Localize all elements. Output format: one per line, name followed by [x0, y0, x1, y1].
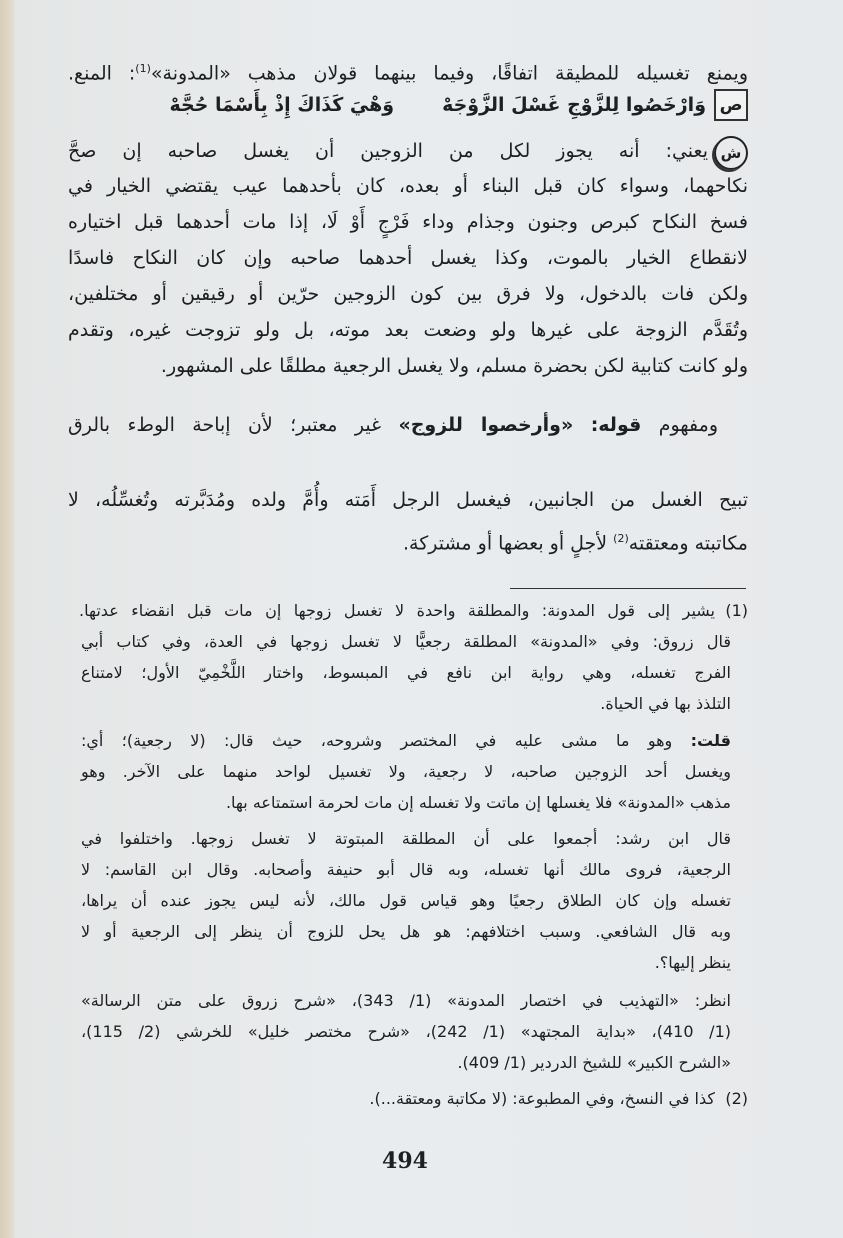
- verse-line: [58, 88, 748, 122]
- footnote-line: «الشرح الكبير» للشيخ الدردير (1/ 409).: [457, 1053, 731, 1072]
- main-line: ولكن فات بالدخول، ولا فرق بين كون الزوجين حرّين أو رقيقين أو مختلفين،: [68, 283, 748, 305]
- footnote-line: قال زروق: وفي «المدونة» المطلقة رجعيًّا لا تغسل زوجها في العدة، وفي كتاب أبي: [81, 632, 731, 651]
- bold-label: قوله:: [590, 414, 642, 436]
- main-line: لانقطاع الخيار بالموت، وكذا يغسل أحدهما صاحبه وإن كان النكاح فاسدًا: [68, 247, 748, 269]
- footnote-ref-1[interactable]: (1): [135, 62, 151, 75]
- paragraph-2-line-2: تبيح الغسل من الجانبين، فيغسل الرجل أَمَته وأُمَّ ولده ومُدَبَّرته وتُغسِّلُه، لا: [68, 489, 748, 511]
- main-line: وتُقَدَّم الزوجة على غيرها ولو وضعت بعد موته، بل ولو تزوجت غيره، وتقدم: [68, 319, 748, 341]
- footnote-separator: [510, 588, 746, 589]
- footnote-line: انظر: «التهذيب في اختصار المدونة» (1/ 343)، «شرح زروق على متن الرسالة»: [81, 991, 731, 1010]
- main-line: فسخ النكاح كبرص وجنون وجذام وداء فَرْجٍ أَوْ لَا، إذا مات أحدهما قبل اختياره: [68, 211, 748, 233]
- text: مكاتبته ومعتقته: [628, 532, 748, 555]
- footnote-qult-line-1: [81, 728, 731, 754]
- main-line: نكاحهما، وسواء كان قبل البناء أو بعده، كان بأحدهما عيب يقتضي الخيار في: [68, 175, 748, 197]
- footnote-line: يشير إلى قول المدونة: والمطلقة واحدة لا تغسل زوجها إن مات قبل انقضاء عدتها.: [79, 601, 715, 620]
- verse-hemistich-1: وَارْخَصُوا لِلزَّوْجِ غَسْلَ الزَّوْجَهْ: [442, 94, 706, 116]
- footnote-line: (1/ 410)، «بداية المجتهد» (1/ 242)، «شرح مختصر خليل» للخرشي (2/ 115)،: [81, 1022, 732, 1041]
- sharh-badge-icon: ش: [714, 136, 748, 170]
- footnote-line: وبه قال الشافعي. وسبب اختلافهم: هو هل يحل للزوج أن ينظر إلى الرجعية أو لا: [81, 922, 731, 941]
- footnote-line: التلذذ بها في الحياة.: [600, 694, 731, 713]
- paragraph-2-line-3: [68, 524, 748, 558]
- footnote-ref-2[interactable]: (2): [613, 532, 629, 545]
- footnote-line: مذهب «المدونة» فلا يغسلها إن ماتت ولا تغسله إن مات لحرمة استمتاعه بها.: [225, 793, 731, 812]
- text: ومفهوم: [658, 414, 719, 436]
- main-line: ولو كانت كتابية لكن بحضرة مسلم، ولا يغسل الرجعية مطلقًا على المشهور.: [160, 355, 748, 377]
- footnote-2-number: (2): [725, 1089, 748, 1108]
- book-gutter: [0, 0, 14, 1238]
- main-line-1: [68, 54, 748, 88]
- main-line: يعني: أنه يجوز لكل من الزوجين أن يغسل صاحبه إن صحَّ: [68, 140, 708, 162]
- bold-quote: «وأرخصوا للزوج»: [398, 414, 574, 436]
- footnote-line: ويغسل أحد الزوجين صاحبه، لا رجعية، ولا تغسيل لواحد منهما على الآخر. وهو: [81, 762, 731, 781]
- text: غير معتبر؛ لأن إباحة الوطء بالرق: [68, 414, 382, 436]
- footnote-line: الرجعية، فروى مالك أنها تغسله، وبه قال أبو حنيفة وأصحابه. وقال ابن القاسم: لا: [81, 860, 731, 879]
- footnote-1-number: (1): [725, 601, 748, 620]
- matn-badge-icon: ص: [714, 89, 748, 121]
- footnote-line: ينظر إليها؟.: [654, 953, 731, 972]
- footnote-line: الفرج تغسله، وهي رواية ابن نافع في المبسوط، واختار اللَّخْمِيّ الأول؛ لامتناع: [81, 663, 731, 682]
- page-number: 494: [382, 1148, 428, 1174]
- text: ويمنع تغسيله للمطيقة اتفاقًا، وفيما بينهما قولان مذهب «المدونة»: [150, 62, 748, 85]
- text: : المنع.: [68, 62, 136, 85]
- footnote-2-text: كذا في النسخ، وفي المطبوعة: (لا مكاتبة ومعتقة...).: [369, 1089, 715, 1108]
- qult-label: قلت:: [690, 731, 731, 750]
- text: وهو ما مشى عليه في المختصر وشروحه، حيث قال: (لا رجعية)؛ أي:: [81, 731, 673, 750]
- text: لأجلٍ أو بعضها أو مشتركة.: [402, 532, 608, 555]
- verse-hemistich-2: وَهْيَ كَذَاكَ إِذْ بِأَسْمَا حُجَّهْ: [169, 94, 395, 116]
- footnote-line: قال ابن رشد: أجمعوا على أن المطلقة المبتوتة لا تغسل زوجها. واختلفوا في: [81, 829, 731, 848]
- footnote-line: تغسله وإن كان الطلاق رجعيًا وهو قياس قول مالك، لأنه ليس يجوز عنده أن يراها،: [81, 891, 731, 910]
- paragraph-2-line-1: [68, 410, 718, 440]
